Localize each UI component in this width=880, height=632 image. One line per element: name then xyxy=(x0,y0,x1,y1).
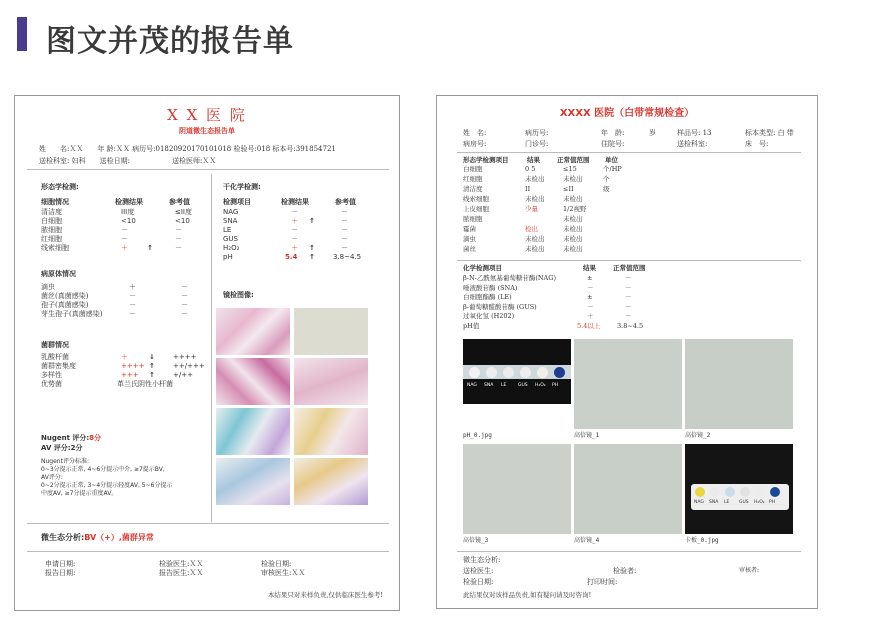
hp-image-4 xyxy=(574,444,682,534)
card-strip-label: H₂O₂ xyxy=(754,500,765,505)
card-strip-well xyxy=(770,487,780,497)
right-info-name: 姓 名: xyxy=(463,129,487,137)
page-title: 图文并茂的报告单 xyxy=(46,24,294,59)
micro-image-5 xyxy=(216,408,290,455)
caption-3: 高倍镜_2 xyxy=(685,432,711,439)
chem-header-result: 检测结果 xyxy=(281,198,309,206)
card-strip-label: GUS xyxy=(739,500,749,505)
chem-row-ref: － xyxy=(341,244,348,252)
nugent-criteria-line: 中度AV, ≥7分提示重度AV。 xyxy=(41,490,118,497)
ph-strip-label: PH xyxy=(552,383,559,388)
chem-header-name: 检测项目 xyxy=(223,198,251,206)
card-strip-well xyxy=(695,487,705,497)
right-info-ward: 病房号: xyxy=(463,140,487,148)
card-strip-label: PH xyxy=(769,500,776,505)
ph-strip-well xyxy=(486,367,497,378)
right-info-bed: 床 号: xyxy=(745,140,769,148)
hp-image-1 xyxy=(574,339,682,429)
pathogen-row-result: － xyxy=(129,310,136,318)
right-morph-h-ref: 正常值范围 xyxy=(557,156,590,164)
right-morph-row-result: 0 5 xyxy=(525,165,536,173)
ph-strip-label: GUS xyxy=(518,383,528,388)
right-footer-doctor: 送检医生: xyxy=(463,567,494,575)
right-chem-row-ref: － xyxy=(625,274,632,282)
left-footer-apply-date: 申请日期: xyxy=(45,560,76,568)
morph-row-result: ＋ xyxy=(121,244,128,252)
left-disclaimer: 本结果只对来样负责,仅供临床医生参考! xyxy=(267,591,383,599)
nugent-criteria-line: 0~3分提示正常, 4~6分提示中介, ≥7提示BV, xyxy=(41,466,165,473)
right-chem-row-name: 过氧化氢 (H202) xyxy=(463,312,515,320)
pathogen-section-title: 病原体情况 xyxy=(41,270,76,278)
right-morph-row-name: 霉菌 xyxy=(463,225,476,233)
morph-row-arrow: ↑ xyxy=(147,244,153,252)
flora-row-ref: +/++ xyxy=(173,371,193,379)
pathogen-row-result: － xyxy=(129,301,136,309)
chem-row-name: pH xyxy=(223,253,233,261)
nugent-score: Nugent 评分:8分 xyxy=(41,434,102,442)
right-chem-row-result: － xyxy=(587,302,594,311)
left-report xyxy=(14,95,400,611)
flora-row-name: 乳酸杆菌 xyxy=(41,353,69,361)
right-morph-row-ref: 未检出 xyxy=(563,175,583,183)
flora-row-name: 多样性 xyxy=(41,371,62,379)
right-report xyxy=(436,95,818,609)
left-analysis: 微生态分析:BV（+）,菌群异常 xyxy=(41,533,154,542)
flora-row-ref: ++/+++ xyxy=(173,362,205,370)
morph-row-result: － xyxy=(121,226,128,234)
micro-image-1 xyxy=(216,308,290,355)
pathogen-row-name: 菌丝(真菌感染) xyxy=(41,292,89,300)
right-morph-h-name: 形态学检测项目 xyxy=(463,156,509,164)
left-divider-bottom xyxy=(27,523,389,524)
micro-image-2 xyxy=(294,308,368,355)
pathogen-row-name: 芽生孢子(真菌感染) xyxy=(41,310,103,318)
right-chem-row-result: ± xyxy=(587,293,593,301)
right-morph-row-result: 少量 xyxy=(525,205,538,213)
right-info-dept: 送检科室: xyxy=(677,140,708,148)
caption-4: 高倍镜_3 xyxy=(463,537,489,544)
left-info-row-2: 送检科室: 妇科 送检日期: 送检医师:ＸＸ xyxy=(39,157,217,165)
pathogen-row-name: 滴虫 xyxy=(41,283,55,291)
left-footer-review-doctor: 审核医生:ＸＸ xyxy=(261,569,306,577)
right-info-outpatient: 门诊号: xyxy=(525,140,549,148)
flora-row-arrow: ↑ xyxy=(149,371,155,379)
card-strip-well xyxy=(710,487,720,497)
right-hospital-name: XXXX 医院（白带常规检查） xyxy=(559,108,695,119)
micro-image-8 xyxy=(294,458,368,505)
flora-row-name: 菌群密集度 xyxy=(41,362,76,370)
chem-row-ref: 3.8~4.5 xyxy=(333,253,362,261)
chem-row-arrow: ↑ xyxy=(309,253,315,261)
chem-row-name: GUS xyxy=(223,235,238,243)
right-morph-row-name: 清洁度 xyxy=(463,185,483,193)
right-chem-row-ref: － xyxy=(625,312,632,320)
pathogen-row-result: － xyxy=(129,292,136,300)
card-strip-label: LE xyxy=(724,500,730,505)
chem-row-name: SNA xyxy=(223,217,238,225)
right-chem-h-result: 结果 xyxy=(583,264,596,272)
flora-row-result: +++ xyxy=(121,371,139,379)
left-footer-test-date: 检验日期: xyxy=(261,560,292,568)
chem-header-ref: 参考值 xyxy=(335,198,356,206)
flora-section-title: 菌群情况 xyxy=(41,341,69,349)
right-chem-row-ref: － xyxy=(625,302,632,311)
chem-row-result: － xyxy=(291,235,298,243)
chem-row-result: － xyxy=(291,226,298,234)
right-divider-bottom xyxy=(457,551,801,552)
right-chem-h-name: 化学检测项目 xyxy=(463,264,502,272)
right-divider-mid xyxy=(457,260,801,261)
morph-row-name: 红细胞 xyxy=(41,235,62,243)
pathogen-row-result: ＋ xyxy=(129,283,136,291)
ph-strip-image xyxy=(463,339,571,404)
chem-row-result: ＋ xyxy=(291,244,298,252)
right-morph-row-name: 菌丝 xyxy=(463,245,476,253)
right-footer-print: 打印时间: xyxy=(587,578,618,586)
morph-row-name: 清洁度 xyxy=(41,208,62,216)
right-morph-row-name: 红细胞 xyxy=(463,175,483,183)
right-chem-row-name: β-葡萄糖醛酸苷酶 (GUS) xyxy=(463,302,537,311)
left-hospital-name: X X 医 院 xyxy=(167,106,247,124)
right-morph-row-result: 未检出 xyxy=(525,175,545,183)
card-image xyxy=(685,444,793,534)
card-strip-label: SNA xyxy=(709,500,719,505)
left-divider-analysis xyxy=(27,551,389,552)
right-morph-row-ref: ≤II xyxy=(563,185,574,193)
right-morph-row-result: 未检出 xyxy=(525,245,545,253)
left-footer-test-doctor: 检验医生:ＸＸ xyxy=(159,560,204,568)
morph-header-result: 检测结果 xyxy=(115,198,143,206)
av-score: AV 评分:2分 xyxy=(41,444,83,452)
right-info-age: 年 龄: xyxy=(601,129,625,137)
caption-5: 高倍镜_4 xyxy=(574,537,600,544)
ph-strip-label: NAG xyxy=(467,383,477,388)
right-morph-row-name: 脓细胞 xyxy=(463,215,483,223)
ph-strip-well xyxy=(503,367,514,378)
right-morph-row-ref: 未检出 xyxy=(563,235,583,243)
pathogen-row-ref: － xyxy=(181,292,188,300)
right-morph-row-ref: 未检出 xyxy=(563,225,583,233)
right-morph-row-unit: 个/HP xyxy=(603,165,622,173)
right-footer-tester: 检验者: xyxy=(613,567,637,575)
flora-row-arrow: ↓ xyxy=(149,353,155,361)
right-info-age-unit: 岁 xyxy=(649,129,656,137)
morph-header-name: 细胞情况 xyxy=(41,198,69,206)
right-morph-row-name: 上皮细胞 xyxy=(463,205,489,213)
pathogen-row-ref: － xyxy=(181,310,188,318)
morph-row-ref: － xyxy=(175,235,182,243)
right-morph-row-name: 滴虫 xyxy=(463,235,476,243)
pathogen-row-ref: － xyxy=(181,301,188,309)
right-chem-row-ref: 3.8~4.5 xyxy=(617,321,644,330)
chem-row-arrow: ↑ xyxy=(309,244,315,252)
right-chem-row-ref: － xyxy=(625,293,632,301)
morph-row-name: 脓细胞 xyxy=(41,226,62,234)
hp-image-2 xyxy=(685,339,793,429)
nugent-criteria-line: 0~2分提示正常, 3~4分提示轻度AV, 5~6分提示 xyxy=(41,482,173,489)
morph-row-ref: ≤II度 xyxy=(175,208,192,216)
right-morph-row-ref: 1/2视野 xyxy=(563,205,587,213)
nugent-criteria-line: AV评分: xyxy=(41,474,63,481)
right-morph-row-result: 未检出 xyxy=(525,235,545,243)
right-info-type: 标本类型: 白 带 xyxy=(745,129,794,137)
ph-strip-well xyxy=(469,367,480,378)
right-morph-row-ref: 未检出 xyxy=(563,195,583,203)
caption-6: 卡板_0.jpg xyxy=(685,537,719,544)
micro-image-6 xyxy=(294,408,368,455)
pathogen-row-ref: － xyxy=(181,283,188,291)
right-chem-row-name: 唾液酸苷酶 (SNA) xyxy=(463,283,518,292)
right-morph-row-ref: 未检出 xyxy=(563,245,583,253)
right-footer-reviewer: 审核者: xyxy=(739,567,760,574)
right-morph-row-result: 检出 xyxy=(525,225,538,233)
flora-row-result: 革兰氏阴性小杆菌 xyxy=(117,380,173,388)
right-analysis-label: 微生态分析: xyxy=(463,556,501,564)
right-morph-row-result: 未检出 xyxy=(525,195,545,203)
ph-strip-label: LE xyxy=(501,383,507,388)
chem-row-name: H₂O₂ xyxy=(223,244,240,252)
micro-image-4 xyxy=(294,358,368,405)
right-chem-row-result: － xyxy=(587,283,594,292)
nugent-criteria-line: Nugent评分标准: xyxy=(41,458,89,465)
right-info-record: 病历号: xyxy=(525,129,549,137)
card-strip-well xyxy=(725,487,735,497)
right-chem-row-ref: － xyxy=(625,283,632,292)
right-chem-row-name: pH值 xyxy=(463,321,480,330)
chem-row-result: ＋ xyxy=(291,217,298,225)
ph-strip-label: H₂O₂ xyxy=(535,383,546,388)
right-morph-row-unit: 级 xyxy=(603,185,610,193)
right-disclaimer: 此结果仅对该样品负责,如有疑问请及时咨询! xyxy=(463,591,592,599)
flora-row-name: 优势菌 xyxy=(41,380,62,388)
morph-header-ref: 参考值 xyxy=(169,198,190,206)
right-chem-row-result: 5.4以上 xyxy=(577,321,601,330)
chem-row-ref: － xyxy=(341,226,348,234)
left-divider-top xyxy=(27,169,389,170)
right-morph-row-ref: ≤15 xyxy=(563,165,577,173)
morph-row-result: － xyxy=(121,235,128,243)
ph-strip-well xyxy=(520,367,531,378)
right-footer-date: 检验日期: xyxy=(463,578,494,586)
chem-row-ref: － xyxy=(341,217,348,225)
chem-row-ref: － xyxy=(341,235,348,243)
ph-strip-label: SNA xyxy=(484,383,494,388)
card-strip-well xyxy=(755,487,765,497)
chem-row-name: NAG xyxy=(223,208,239,216)
morph-row-result: <10 xyxy=(121,217,136,225)
right-info-sample: 样品号: 13 xyxy=(677,129,712,137)
micro-image-3 xyxy=(216,358,290,405)
morph-row-ref: <10 xyxy=(175,217,190,225)
morph-section-title: 形态学检测: xyxy=(41,183,79,191)
pathogen-row-name: 孢子(真菌感染) xyxy=(41,301,89,309)
right-morph-row-name: 白细胞 xyxy=(463,165,483,173)
right-morph-row-ref: 未检出 xyxy=(563,215,583,223)
flora-row-arrow: ↑ xyxy=(149,362,155,370)
left-column-divider xyxy=(211,174,212,522)
chem-row-result: 5.4 xyxy=(285,253,298,261)
chem-row-arrow: ↑ xyxy=(309,217,315,225)
right-morph-h-unit: 单位 xyxy=(605,156,618,164)
title-accent-bar xyxy=(17,17,27,51)
right-chem-row-name: β-N-乙酰氨基葡萄糖苷酶(NAG) xyxy=(463,274,556,282)
left-footer-report-doctor: 报告医生:ＸＸ xyxy=(159,569,204,577)
morph-row-name: 白细胞 xyxy=(41,217,62,225)
morph-row-ref: － xyxy=(175,226,182,234)
left-footer-report-date: 报告日期: xyxy=(45,569,76,577)
right-chem-h-ref: 正常值范围 xyxy=(613,264,646,272)
micro-image-7 xyxy=(216,458,290,505)
left-report-subtitle: 阴道微生态报告单 xyxy=(179,127,235,135)
right-info-inpatient: 住院号: xyxy=(601,140,625,148)
right-chem-row-result: ＋ xyxy=(587,312,594,320)
flora-row-result: ++++ xyxy=(121,362,145,370)
morph-row-ref: － xyxy=(175,244,182,252)
caption-1: pH_0.jpg xyxy=(463,432,492,439)
card-strip-label: NAG xyxy=(694,500,704,505)
ph-strip-well xyxy=(537,367,548,378)
right-morph-row-unit: 个 xyxy=(603,175,610,183)
chem-row-name: LE xyxy=(223,226,232,234)
left-info-row-1: 姓 名:ＸＸ 年 龄:ＸＸ 病历号:01820920170101018 检验号:018 标本号:391854721 xyxy=(39,145,336,153)
flora-row-ref: ++++ xyxy=(173,353,197,361)
right-chem-row-name: 白细胞酯酶 (LE) xyxy=(463,293,512,301)
morph-row-result: III度 xyxy=(121,208,135,216)
right-morph-row-result: II xyxy=(525,185,531,193)
right-divider-top xyxy=(457,152,801,153)
ph-strip-well xyxy=(554,367,565,378)
caption-2: 高倍镜_1 xyxy=(574,432,600,439)
right-morph-h-result: 结果 xyxy=(527,156,540,164)
right-morph-row-name: 线索细胞 xyxy=(463,195,489,203)
micro-section-title: 镜检图像: xyxy=(223,291,254,299)
chem-row-ref: － xyxy=(341,208,348,216)
chem-section-title: 干化学检测: xyxy=(223,183,261,191)
flora-row-result: ＋ xyxy=(121,353,128,361)
hp-image-3 xyxy=(463,444,571,534)
chem-row-result: － xyxy=(291,208,298,216)
right-chem-row-result: ± xyxy=(587,274,593,282)
morph-row-name: 线索细胞 xyxy=(41,244,69,252)
card-strip-well xyxy=(740,487,750,497)
